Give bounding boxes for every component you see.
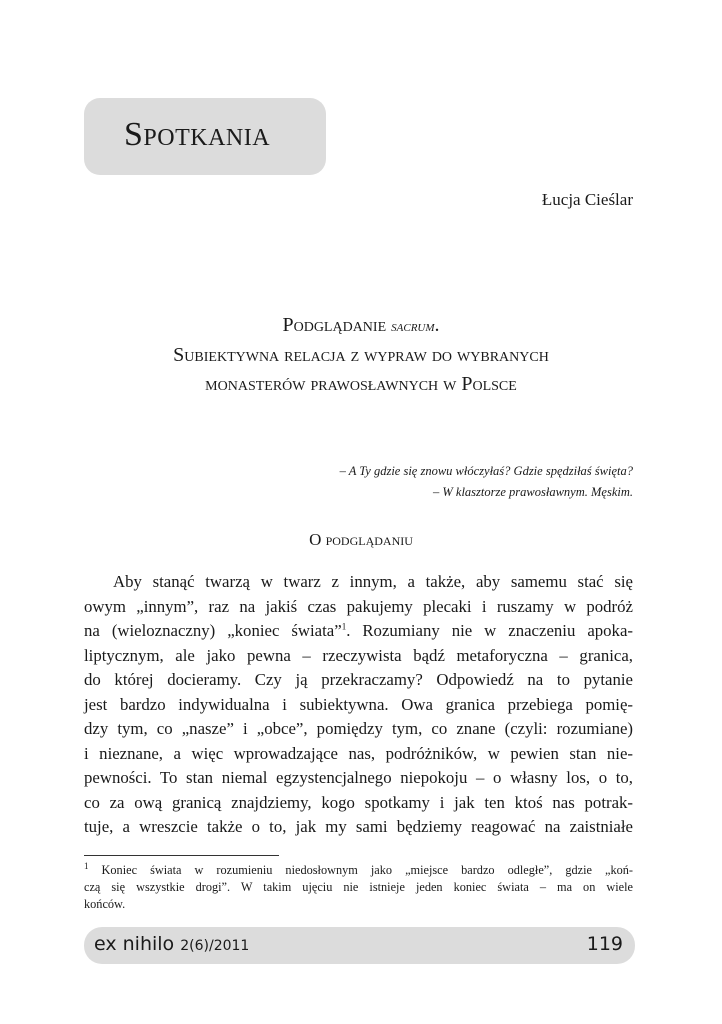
title-line-1-main: Podglądanie xyxy=(282,314,387,336)
body-line: pewności. To stan niemal egzystencjalnego niepokoju – o własny los, o to, xyxy=(84,768,633,787)
footnote-line xyxy=(84,862,633,879)
epigraph-line-1: – A Ty gdzie się znowu włóczyłaś? Gdzie spędziłaś święta? xyxy=(339,464,633,478)
footnote xyxy=(84,862,633,913)
body-line-part: na (wieloznaczny) „koniec świata” xyxy=(84,621,342,640)
footnote-line: czą się wszystkie drogi”. W takim ujęciu nie istnieje jeden koniec świata – ma on wiele xyxy=(84,880,633,894)
title-line-2: Subiektywna relacja z wypraw do wybranych xyxy=(173,344,549,366)
footnote-number: 1 xyxy=(84,860,89,871)
page-number: 119 xyxy=(586,933,623,955)
section-tab xyxy=(84,98,326,175)
body-line: liptycznym, ale jako pewna – rzeczywista bądź metaforyczna – granica, xyxy=(84,645,633,665)
body-paragraph xyxy=(84,570,633,840)
journal-info xyxy=(94,933,249,955)
body-line: co za ową granicą znajdziemy, kogo spotkamy i jak ten ktoś nas potrak- xyxy=(84,792,633,812)
title-line-3: monasterów prawosławnych w Polsce xyxy=(205,373,517,395)
footnote-line: końców. xyxy=(84,897,126,911)
author-name: Łucja Cieślar xyxy=(541,190,633,209)
body-line-part: . Rozumiany nie w znaczeniu apoka- xyxy=(346,621,633,640)
footnote-rule xyxy=(84,855,279,856)
footnote-line-text: Koniec świata w rozumieniu niedosłownym jako „miejsce bardzo odległe”, gdzie „koń- xyxy=(101,863,633,877)
footer-bar xyxy=(84,927,635,964)
title-line-1: Podglądanie sacrum. xyxy=(282,314,440,336)
body-line: dzy tym, co „nasze” i „obce”, pomiędzy tym, co znane (czyli: rozumiane) xyxy=(84,719,633,738)
subheading: O podglądaniu xyxy=(309,530,413,549)
journal-name: ex nihilo xyxy=(94,933,175,955)
body-line: Aby stanąć twarzą w twarz z innym, a także, aby samemu stać się xyxy=(113,572,633,591)
body-line: i nieznane, a więc wprowadzające nas, podróżników, w pewien stan nie- xyxy=(84,743,633,763)
epigraph-line-2: – W klasztorze prawosławnym. Męskim. xyxy=(433,485,633,499)
body-line: do której docieramy. Czy ją przekraczamy? Odpowiedź na to pytanie xyxy=(84,670,633,689)
journal-issue: 2(6)/2011 xyxy=(180,938,250,954)
footnote-ref[interactable]: 1 xyxy=(341,621,347,632)
body-line xyxy=(84,619,633,644)
body-line: jest bardzo indywidualna i subiektywna. Owa granica przebiega pomię- xyxy=(84,694,633,714)
section-label: Spotkania xyxy=(124,116,271,153)
body-line: owym „innym”, raz na jakiś czas pakujemy plecaki i ruszamy w podróż xyxy=(84,596,633,616)
article-title xyxy=(0,311,722,399)
epigraph xyxy=(340,461,633,503)
title-line-1-italic: sacrum xyxy=(391,318,435,335)
body-line: tuje, a wreszcie także o to, jak my sami będziemy reagować na zaistniałe xyxy=(84,817,633,836)
